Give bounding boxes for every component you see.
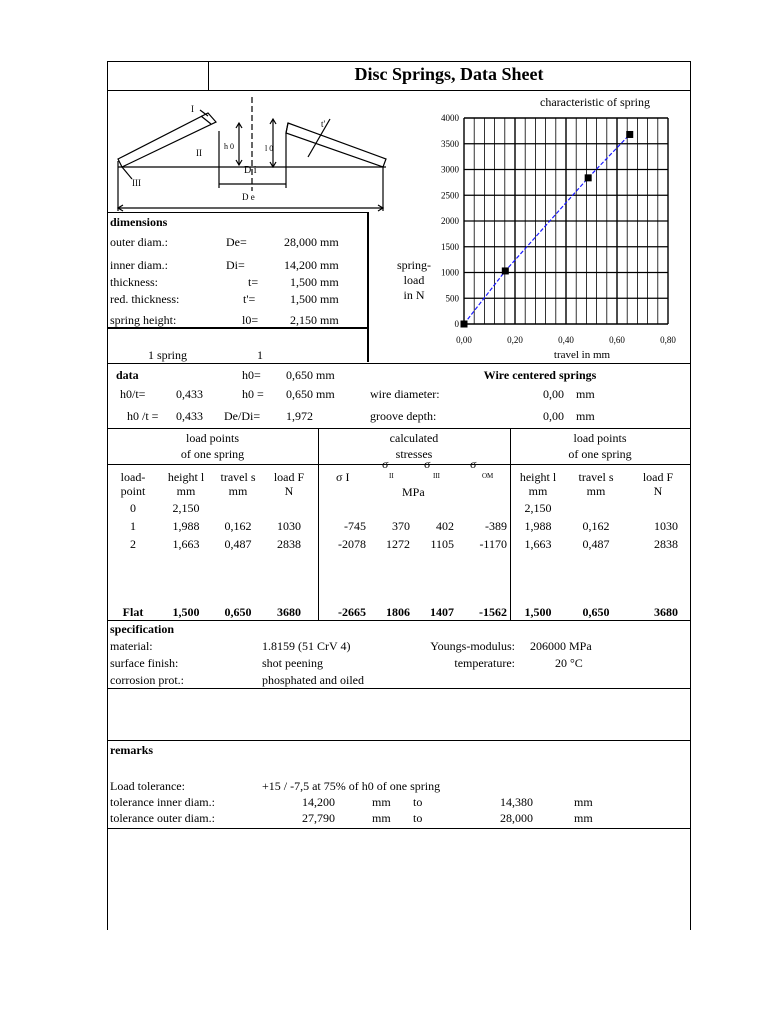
table-cell-l: 2,150 bbox=[172, 501, 200, 515]
col-header-sigma3: σ bbox=[424, 457, 431, 471]
dim-height-val: 2,150 mm bbox=[290, 313, 339, 327]
spec-temp-val: 20 °C bbox=[555, 656, 583, 670]
dim-outer-sym: De= bbox=[226, 235, 247, 249]
col-header-height bbox=[160, 470, 212, 498]
wire-diam-label: wire diameter: bbox=[370, 387, 440, 401]
remarks-outer-unit1: mm bbox=[372, 811, 391, 825]
remarks-inner-to: to bbox=[413, 795, 423, 809]
col-height2-line-2: mm bbox=[528, 484, 548, 498]
group-mid-line-1: calculated bbox=[389, 431, 439, 445]
dim-outer-label: outer diam.: bbox=[110, 235, 168, 249]
col-header-height2 bbox=[512, 470, 564, 498]
stack-count: 1 bbox=[257, 348, 263, 362]
group-left-line-2: of one spring bbox=[180, 447, 245, 461]
dim-inner-val: 14,200 mm bbox=[284, 258, 339, 272]
remarks-inner-label: tolerance inner diam.: bbox=[110, 795, 215, 809]
remarks-inner-unit2: mm bbox=[574, 795, 593, 809]
dim-height-label: spring height: bbox=[110, 313, 177, 327]
table-cell-p: 0 bbox=[130, 501, 136, 515]
flat-sigma1: -2665 bbox=[338, 605, 366, 619]
col-loadpoint-line-1: load- bbox=[120, 470, 146, 484]
col-load2-line-1: load F bbox=[642, 470, 674, 484]
col-height2-line-1: height l bbox=[519, 470, 557, 484]
dim-redthick-val: 1,500 mm bbox=[290, 292, 339, 306]
data-h0t-val: 0,433 bbox=[176, 387, 203, 401]
table-cell-s3: 1105 bbox=[430, 537, 454, 551]
y-tick-label: 500 bbox=[445, 293, 459, 304]
remarks-loadtol-label: Load tolerance: bbox=[110, 779, 185, 793]
dimensions-right-rule bbox=[367, 212, 369, 362]
remarks-outer-unit2: mm bbox=[574, 811, 593, 825]
data-h0t2-sym: h0 /t = bbox=[127, 409, 159, 423]
col-header-sigma2-sub: II bbox=[389, 472, 394, 480]
chart-ylabel-line-3: in N bbox=[403, 288, 425, 302]
x-tick-label: 0,00 bbox=[456, 335, 472, 345]
y-tick-label: 3000 bbox=[441, 164, 459, 175]
dim-thickness-sym: t= bbox=[248, 275, 259, 289]
table-cell-s1: -2078 bbox=[338, 537, 366, 551]
label-III: III bbox=[132, 178, 141, 188]
label-II: II bbox=[196, 148, 202, 158]
table-cell-s2: 1272 bbox=[386, 537, 410, 551]
col-header-sigma2: σ bbox=[382, 457, 389, 471]
y-tick-label: 2500 bbox=[441, 190, 459, 201]
wire-groove-label: groove depth: bbox=[370, 409, 437, 423]
table-cell-l: 1,663 bbox=[172, 537, 200, 551]
flat-height2: 1,500 bbox=[524, 605, 552, 619]
data-top-rule bbox=[107, 363, 691, 364]
x-tick-label: 0,20 bbox=[507, 335, 523, 345]
flat-travel: 0,650 bbox=[224, 605, 252, 619]
label-h0: h 0 bbox=[224, 142, 234, 151]
data-ratio-sym: De/Di= bbox=[224, 409, 261, 423]
group-right-line-1: load points bbox=[573, 431, 627, 445]
group-header-right bbox=[510, 430, 690, 462]
dim-inner-label: inner diam.: bbox=[110, 258, 168, 272]
dimensions-heading: dimensions bbox=[110, 215, 168, 229]
col-header-mpa: MPa bbox=[402, 485, 425, 499]
series-line bbox=[464, 134, 630, 324]
spec-corr-val: phosphated and oiled bbox=[262, 673, 364, 687]
spec-material-val: 1.8159 (51 CrV 4) bbox=[262, 639, 351, 653]
table-cell-sr: 0,162 bbox=[582, 519, 610, 533]
flat-load: 3680 bbox=[277, 605, 301, 619]
col-travel-line-1: travel s bbox=[220, 470, 256, 484]
y-tick-label: 1000 bbox=[441, 267, 459, 278]
table-cell-s4: -1170 bbox=[479, 537, 507, 551]
dimensions-top-rule bbox=[107, 212, 368, 213]
data-point-marker bbox=[585, 174, 592, 181]
table-cell-l2: 1,663 bbox=[524, 537, 552, 551]
col-header-travel bbox=[213, 470, 263, 498]
col-header-load2 bbox=[632, 470, 684, 498]
col-header-sigma1: σ I bbox=[336, 470, 350, 484]
table-cell-s: 0,162 bbox=[224, 519, 252, 533]
remarks-inner-from: 14,200 bbox=[302, 795, 335, 809]
data-h0-sym: h0= bbox=[242, 368, 261, 382]
spec-finish-val: shot peening bbox=[262, 656, 323, 670]
spec-heading: specification bbox=[110, 622, 174, 636]
table-cell-f2: 1030 bbox=[654, 519, 678, 533]
table-cell-l2: 1,988 bbox=[524, 519, 552, 533]
disc-spring-diagram bbox=[108, 91, 393, 215]
col-loadpoint-line-2: point bbox=[120, 484, 146, 498]
col-height-line-1: height l bbox=[167, 470, 205, 484]
remarks-top-rule bbox=[107, 740, 691, 741]
remarks-outer-to-val: 28,000 bbox=[500, 811, 533, 825]
spec-ym-label: Youngs-modulus: bbox=[430, 639, 515, 653]
y-tick-label: 2000 bbox=[441, 216, 459, 226]
spec-material-label: material: bbox=[110, 639, 153, 653]
x-tick-label: 0,80 bbox=[660, 335, 676, 345]
label-l0: l 0 bbox=[265, 144, 274, 153]
chart-ylabel-line-2: load bbox=[403, 273, 425, 287]
col-load2-line-2: N bbox=[653, 484, 663, 498]
y-tick-label: 3500 bbox=[441, 138, 459, 149]
y-tick-label: 1500 bbox=[441, 241, 459, 252]
spring-characteristic-chart bbox=[420, 108, 690, 362]
col-header-travel2 bbox=[570, 470, 622, 498]
remarks-outer-to: to bbox=[413, 811, 423, 825]
wire-diam-unit: mm bbox=[576, 387, 595, 401]
col-travel2-line-1: travel s bbox=[578, 470, 614, 484]
col-travel2-line-2: mm bbox=[586, 484, 606, 498]
table-cell-p: 2 bbox=[130, 537, 136, 551]
group-header-mid bbox=[318, 430, 510, 462]
chart-title: characteristic of spring bbox=[540, 95, 650, 109]
col-header-load bbox=[264, 470, 314, 498]
wire-heading: Wire centered springs bbox=[483, 368, 597, 382]
dim-inner-sym: Di= bbox=[226, 258, 245, 272]
label-De: D e bbox=[242, 192, 255, 202]
data-h0b-val: 0,650 mm bbox=[286, 387, 335, 401]
wire-groove-val: 0,00 bbox=[543, 409, 564, 423]
y-tick-label: 0 bbox=[454, 319, 459, 329]
remarks-bottom-rule bbox=[107, 828, 691, 829]
data-point-marker bbox=[502, 267, 509, 274]
table-cell-f2: 2838 bbox=[654, 537, 678, 551]
flat-sigma4: -1562 bbox=[479, 605, 507, 619]
table-cell-l2: 2,150 bbox=[524, 501, 552, 515]
data-ratio-val: 1,972 bbox=[286, 409, 313, 423]
data-h0-val: 0,650 mm bbox=[286, 368, 335, 382]
x-tick-label: 0,60 bbox=[609, 335, 625, 345]
dim-thickness-val: 1,500 mm bbox=[290, 275, 339, 289]
data-point-marker bbox=[626, 131, 633, 138]
dim-outer-val: 28,000 mm bbox=[284, 235, 339, 249]
flat-sigma3: 1407 bbox=[430, 605, 454, 619]
data-heading: data bbox=[116, 368, 139, 382]
group-left-line-1: load points bbox=[186, 431, 239, 445]
dim-height-sym: l0= bbox=[242, 313, 259, 327]
table-cell-s3: 402 bbox=[436, 519, 454, 533]
dimensions-bottom-rule bbox=[107, 327, 368, 329]
wire-groove-unit: mm bbox=[576, 409, 595, 423]
table-bottom-rule bbox=[107, 620, 691, 621]
col-travel-line-2: mm bbox=[228, 484, 248, 498]
label-t-prime: t' bbox=[321, 119, 326, 129]
dim-redthick-label: red. thickness: bbox=[110, 292, 180, 306]
wire-diam-val: 0,00 bbox=[543, 387, 564, 401]
y-tick-label: 4000 bbox=[441, 113, 459, 123]
flat-height: 1,500 bbox=[172, 605, 200, 619]
col-header-sigma3-sub: III bbox=[433, 472, 440, 480]
table-cell-s: 0,487 bbox=[224, 537, 252, 551]
col-header-loadpoint bbox=[108, 470, 158, 498]
label-I: I bbox=[191, 104, 194, 114]
remarks-heading: remarks bbox=[110, 743, 154, 757]
chart-ylabel-line-1: spring- bbox=[397, 258, 431, 272]
col-header-sigma4: σ bbox=[470, 457, 477, 471]
group-mid-line-2: stresses bbox=[395, 447, 433, 461]
spec-ym-val: 206000 MPa bbox=[530, 639, 592, 653]
page-title: Disc Springs, Data Sheet bbox=[354, 64, 544, 84]
col-load-line-1: load F bbox=[273, 470, 305, 484]
table-top-rule bbox=[107, 428, 691, 429]
table-cell-f: 1030 bbox=[277, 519, 301, 533]
group-right-line-2: of one spring bbox=[568, 447, 632, 461]
flat-loadpoint: Flat bbox=[122, 605, 144, 619]
data-h0t-sym: h0/t= bbox=[120, 387, 146, 401]
col-header-sigma4-sub: OM bbox=[482, 472, 494, 480]
frame-top bbox=[107, 61, 691, 62]
frame-right bbox=[690, 61, 691, 930]
table-cell-l: 1,988 bbox=[172, 519, 200, 533]
flat-sigma2: 1806 bbox=[386, 605, 410, 619]
spec-temp-label: temperature: bbox=[454, 656, 515, 670]
flat-load2: 3680 bbox=[654, 605, 678, 619]
col-height-line-2: mm bbox=[176, 484, 196, 498]
data-h0t2-val: 0,433 bbox=[176, 409, 203, 423]
table-cell-sr: 0,487 bbox=[582, 537, 610, 551]
spec-bottom-rule bbox=[107, 688, 691, 689]
group-header-left bbox=[107, 430, 318, 462]
remarks-loadtol-val: +15 / -7,5 at 75% of h0 of one spring bbox=[262, 779, 441, 793]
stack-label: 1 spring bbox=[148, 348, 187, 362]
spec-corr-label: corrosion prot.: bbox=[110, 673, 184, 687]
table-cell-s4: -389 bbox=[485, 519, 507, 533]
x-tick-label: 0,40 bbox=[558, 335, 574, 345]
dim-thickness-label: thickness: bbox=[110, 275, 158, 289]
table-cell-s2: 370 bbox=[392, 519, 410, 533]
remarks-inner-unit1: mm bbox=[372, 795, 391, 809]
table-cell-f: 2838 bbox=[277, 537, 301, 551]
x-axis-label: travel in mm bbox=[553, 349, 611, 361]
dim-redthick-sym: t'= bbox=[243, 292, 256, 306]
label-Di: D i bbox=[244, 165, 257, 176]
table-cell-s1: -745 bbox=[344, 519, 366, 533]
remarks-inner-to-val: 14,380 bbox=[500, 795, 533, 809]
table-header-rule bbox=[107, 464, 691, 465]
table-cell-p: 1 bbox=[130, 519, 136, 533]
spec-finish-label: surface finish: bbox=[110, 656, 179, 670]
flat-travel2: 0,650 bbox=[582, 605, 610, 619]
remarks-outer-label: tolerance outer diam.: bbox=[110, 811, 215, 825]
col-load-line-2: N bbox=[284, 484, 294, 498]
remarks-outer-from: 27,790 bbox=[302, 811, 335, 825]
data-point-marker bbox=[461, 321, 468, 328]
data-h0b-sym: h0 = bbox=[242, 387, 264, 401]
